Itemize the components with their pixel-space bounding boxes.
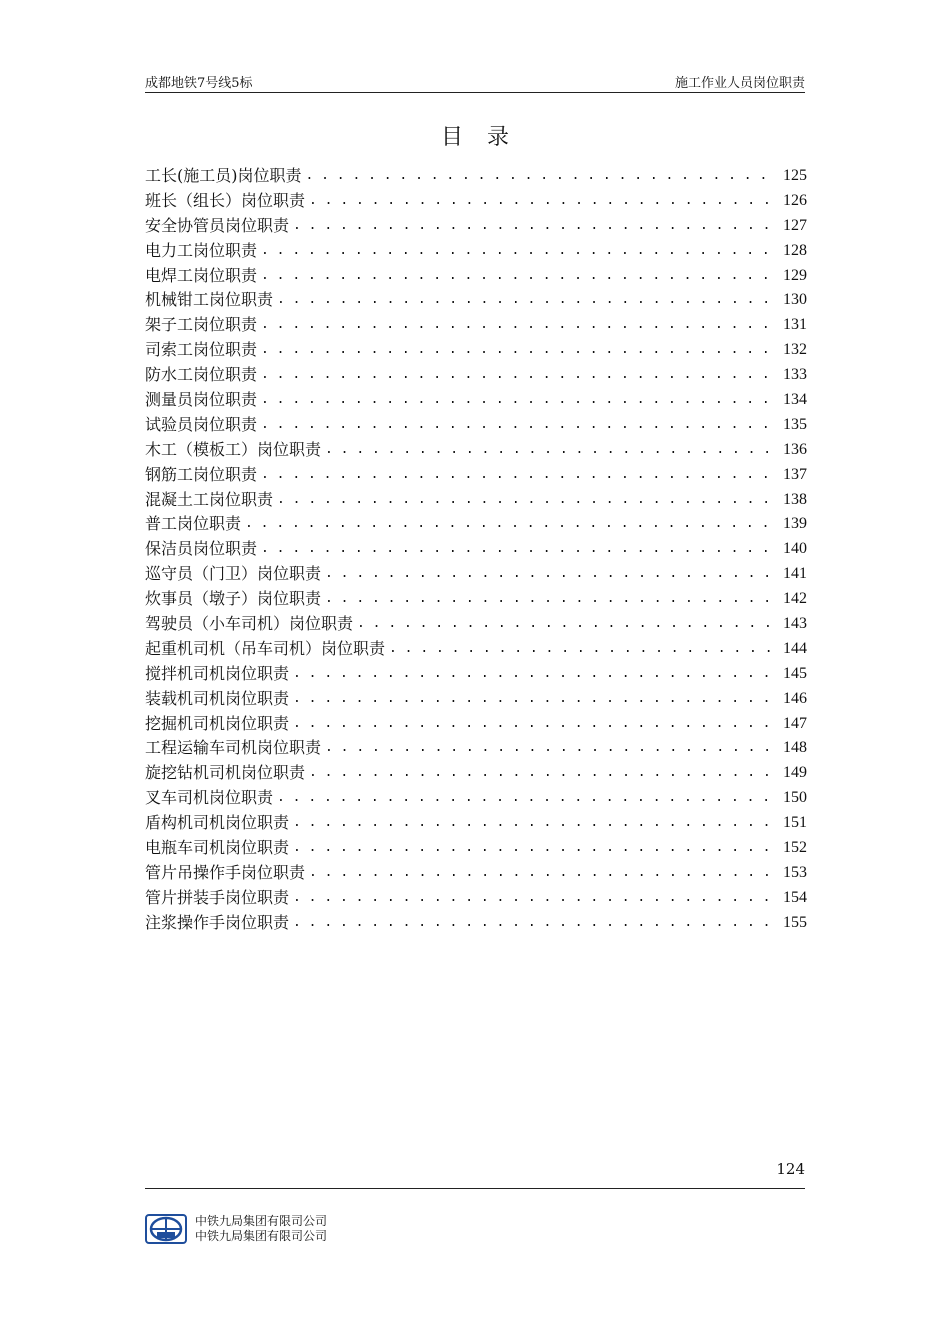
- toc-entry-page: 131: [783, 316, 807, 334]
- toc-entry-page: 137: [783, 465, 807, 483]
- toc-dot-leader: [309, 761, 777, 786]
- toc-entry[interactable]: [145, 562, 807, 587]
- toc-dot-leader: [325, 587, 777, 612]
- toc-entry[interactable]: [145, 264, 807, 289]
- toc-entry-page: 147: [783, 714, 807, 732]
- toc-entry-title: 测量员岗位职责: [145, 390, 258, 409]
- toc-list: [145, 164, 807, 936]
- toc-dot-leader: [261, 537, 777, 562]
- toc-entry-title: 驾驶员（小车司机）岗位职责: [145, 614, 354, 634]
- toc-entry-page: 135: [783, 415, 807, 433]
- toc-entry-page: 128: [783, 241, 807, 259]
- toc-dot-leader: [325, 736, 777, 761]
- toc-entry-title: 试验员岗位职责: [145, 414, 258, 434]
- toc-entry-page: 152: [783, 839, 807, 857]
- toc-entry-title: 装载机司机岗位职责: [145, 688, 290, 708]
- toc-entry-page: 136: [783, 440, 807, 458]
- toc-entry[interactable]: [145, 512, 807, 537]
- toc-entry[interactable]: [145, 886, 807, 911]
- toc-entry[interactable]: [145, 587, 807, 612]
- toc-entry[interactable]: [145, 363, 807, 388]
- toc-dot-leader: [293, 687, 777, 712]
- toc-entry[interactable]: [145, 761, 807, 786]
- toc-entry[interactable]: [145, 189, 807, 214]
- toc-dot-leader: [293, 911, 777, 936]
- toc-entry-title: 注浆操作手岗位职责: [145, 912, 290, 932]
- toc-entry[interactable]: [145, 288, 807, 313]
- toc-entry-title: 叉车司机岗位职责: [145, 788, 274, 808]
- toc-entry-page: 142: [783, 590, 807, 608]
- toc-entry-page: 132: [783, 341, 807, 359]
- toc-dot-leader: [277, 488, 777, 513]
- toc-dot-leader: [261, 363, 777, 388]
- toc-entry-title: 司索工岗位职责: [145, 340, 258, 360]
- toc-entry-page: 148: [783, 739, 807, 757]
- toc-entry-title: 旋挖钻机司机岗位职责: [145, 763, 306, 783]
- toc-entry-title: 保洁员岗位职责: [145, 539, 258, 559]
- toc-dot-leader: [325, 438, 777, 463]
- toc-dot-leader: [293, 836, 777, 861]
- toc-dot-leader: [261, 388, 777, 413]
- toc-entry[interactable]: [145, 313, 807, 338]
- toc-dot-leader: [293, 214, 777, 239]
- toc-dot-leader: [389, 637, 777, 662]
- toc-entry-title: 钢筋工岗位职责: [145, 464, 258, 484]
- toc-dot-leader: [293, 662, 777, 687]
- toc-entry[interactable]: [145, 413, 807, 438]
- toc-entry-title: 电力工岗位职责: [145, 240, 258, 260]
- page-number: 124: [776, 1160, 805, 1178]
- crec-logo-icon: [145, 1214, 187, 1244]
- company-name-line-1: 中铁九局集团有限司公司: [195, 1214, 328, 1228]
- toc-entry-title: 电瓶车司机岗位职责: [145, 838, 290, 858]
- toc-entry-title: 工长(施工员)岗位职责: [145, 165, 302, 185]
- toc-entry-page: 150: [783, 789, 807, 807]
- toc-entry[interactable]: [145, 861, 807, 886]
- toc-entry-title: 炊事员（墩子）岗位职责: [145, 589, 322, 609]
- toc-dot-leader: [306, 164, 778, 189]
- toc-dot-leader: [293, 811, 777, 836]
- toc-entry-page: 153: [783, 863, 807, 881]
- toc-entry[interactable]: [145, 736, 807, 761]
- toc-entry-title: 盾构机司机岗位职责: [145, 813, 290, 833]
- toc-entry[interactable]: [145, 214, 807, 239]
- toc-entry-page: 155: [783, 913, 807, 931]
- company-name-block: [195, 1214, 327, 1244]
- toc-entry-page: 145: [783, 664, 807, 682]
- toc-dot-leader: [309, 861, 777, 886]
- header-project-name: 成都地铁7号线5标: [145, 76, 253, 91]
- toc-entry-page: 129: [783, 266, 807, 284]
- page-header: [145, 70, 805, 93]
- toc-dot-leader: [357, 612, 777, 637]
- toc-entry[interactable]: [145, 811, 807, 836]
- toc-entry[interactable]: [145, 612, 807, 637]
- toc-entry-page: 143: [783, 615, 807, 633]
- toc-entry[interactable]: [145, 687, 807, 712]
- toc-entry-page: 144: [783, 639, 807, 657]
- toc-dot-leader: [261, 313, 777, 338]
- toc-entry-page: 141: [783, 565, 807, 583]
- toc-entry[interactable]: [145, 911, 807, 936]
- toc-entry-title: 挖掘机司机岗位职责: [145, 713, 290, 733]
- toc-dot-leader: [277, 786, 777, 811]
- toc-dot-leader: [245, 512, 777, 537]
- toc-entry-page: 140: [783, 540, 807, 558]
- toc-entry[interactable]: [145, 463, 807, 488]
- toc-entry-title: 工程运输车司机岗位职责: [145, 738, 322, 758]
- toc-entry-title: 班长（组长）岗位职责: [145, 190, 306, 210]
- toc-entry[interactable]: [145, 488, 807, 513]
- company-name-line-2: 中铁九局集团有限司公司: [195, 1229, 328, 1243]
- toc-entry-title: 普工岗位职责: [145, 514, 242, 534]
- toc-entry[interactable]: [145, 438, 807, 463]
- toc-dot-leader: [325, 562, 777, 587]
- toc-entry-page: 130: [783, 291, 807, 309]
- toc-title: 目录: [440, 125, 533, 150]
- toc-entry-title: 架子工岗位职责: [145, 315, 258, 335]
- toc-entry-title: 管片拼装手岗位职责: [145, 887, 290, 907]
- toc-entry-page: 154: [783, 888, 807, 906]
- toc-dot-leader: [309, 189, 777, 214]
- toc-entry-title: 搅拌机司机岗位职责: [145, 663, 290, 683]
- toc-entry-page: 146: [783, 689, 807, 707]
- toc-entry-title: 混凝土工岗位职责: [145, 489, 274, 509]
- toc-entry-title: 管片吊操作手岗位职责: [145, 862, 306, 882]
- toc-dot-leader: [293, 712, 777, 737]
- toc-dot-leader: [261, 413, 777, 438]
- toc-entry[interactable]: [145, 662, 807, 687]
- toc-entry[interactable]: [145, 388, 807, 413]
- toc-entry-page: 149: [783, 764, 807, 782]
- toc-entry-page: 133: [783, 366, 807, 384]
- toc-entry-title: 巡守员（门卫）岗位职责: [145, 564, 322, 584]
- toc-dot-leader: [277, 288, 777, 313]
- toc-entry[interactable]: [145, 239, 807, 264]
- toc-dot-leader: [261, 264, 777, 289]
- toc-entry[interactable]: [145, 537, 807, 562]
- toc-dot-leader: [293, 886, 777, 911]
- toc-entry-page: 125: [783, 166, 807, 184]
- toc-entry[interactable]: [145, 164, 807, 189]
- toc-entry[interactable]: [145, 338, 807, 363]
- footer: [145, 1214, 327, 1250]
- toc-entry-title: 木工（模板工）岗位职责: [145, 439, 322, 459]
- toc-entry-title: 机械钳工岗位职责: [145, 290, 274, 310]
- toc-entry[interactable]: [145, 637, 807, 662]
- toc-dot-leader: [261, 239, 777, 264]
- toc-entry-title: 防水工岗位职责: [145, 365, 258, 385]
- toc-entry[interactable]: [145, 786, 807, 811]
- toc-entry-page: 126: [783, 191, 807, 209]
- toc-entry[interactable]: [145, 836, 807, 861]
- toc-entry[interactable]: [145, 712, 807, 737]
- header-document-title: 施工作业人员岗位职责: [674, 76, 805, 91]
- toc-entry-page: 127: [783, 216, 807, 234]
- toc-entry-title: 起重机司机（吊车司机）岗位职责: [145, 638, 386, 658]
- toc-entry-title: 电焊工岗位职责: [145, 265, 258, 285]
- toc-entry-page: 151: [783, 814, 807, 832]
- toc-entry-page: 139: [783, 515, 807, 533]
- toc-entry-page: 134: [783, 391, 807, 408]
- toc-dot-leader: [261, 338, 777, 363]
- toc-dot-leader: [261, 463, 777, 488]
- toc-entry-page: 138: [783, 490, 807, 508]
- footer-rule: [145, 1188, 805, 1189]
- toc-entry-title: 安全协管员岗位职责: [145, 215, 290, 235]
